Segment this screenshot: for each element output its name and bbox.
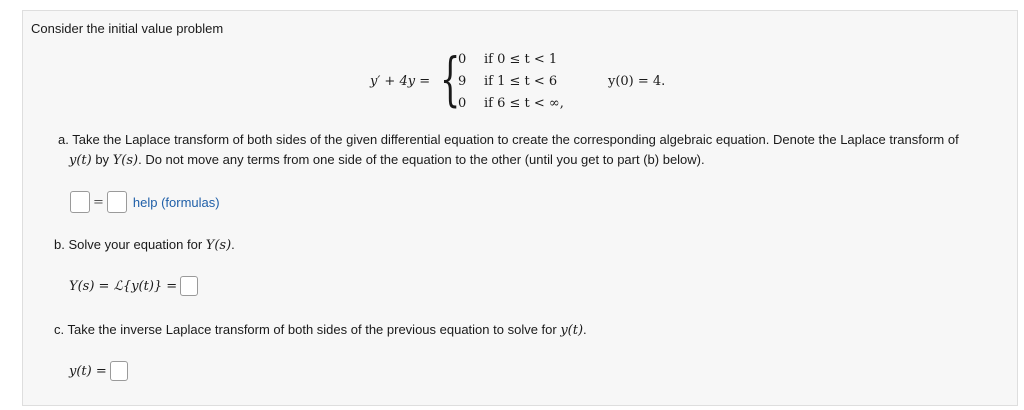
part-c-text [54,321,587,339]
part-a-text-line2 [69,151,705,169]
part-b-var: Y(s) [205,238,232,253]
part-c-answer-row [69,361,128,381]
part-b-prefix: b. Solve your equation for [54,237,206,252]
part-a-equals: = [93,194,104,210]
part-a-answer-row [70,191,220,213]
problem-intro: Consider the initial value problem [31,21,224,36]
ode-lhs: y′ + 4y = [370,74,431,89]
part-b-equation: Y(s) = ℒ{y(t)} = [69,278,178,294]
part-b-suffix: . [231,237,235,252]
case-2-value: 9 [458,74,467,89]
initial-condition: y(0) = 4. [608,74,666,89]
left-brace: { [440,45,461,113]
part-c-suffix: . [583,322,587,337]
help-formulas-link[interactable]: help (formulas) [132,194,220,210]
part-c-var: y(t) [560,323,584,338]
case-1-condition: if 0 ≤ t < 1 [484,52,558,67]
part-a-by: by [91,152,113,167]
part-a-var-y: y(t) [69,153,92,168]
case-2-condition: if 1 ≤ t < 6 [484,74,558,89]
part-c-answer-box[interactable] [110,361,128,381]
part-c-equation: y(t) = [69,363,107,379]
part-b-answer-row [69,276,198,296]
part-b-text [54,236,235,254]
case-3-condition: if 6 ≤ t < ∞, [484,96,564,111]
part-a-text-line1: a. Take the Laplace transform of both sides of the given differential equation to create the corresponding algebraic equation. Denote the Laplace transform of [58,132,959,147]
part-b-answer-box[interactable] [180,276,198,296]
case-1-value: 0 [458,52,467,67]
part-a-var-Y: Y(s) [112,153,139,168]
part-c-prefix: c. Take the inverse Laplace transform of both sides of the previous equation to solve for [54,322,561,337]
part-a-rest: . Do not move any terms from one side of the equation to the other (until you get to part (b) below). [138,152,705,167]
part-a-lhs-answer-box[interactable] [70,191,90,213]
case-3-value: 0 [458,96,467,111]
part-a-rhs-answer-box[interactable] [107,191,127,213]
